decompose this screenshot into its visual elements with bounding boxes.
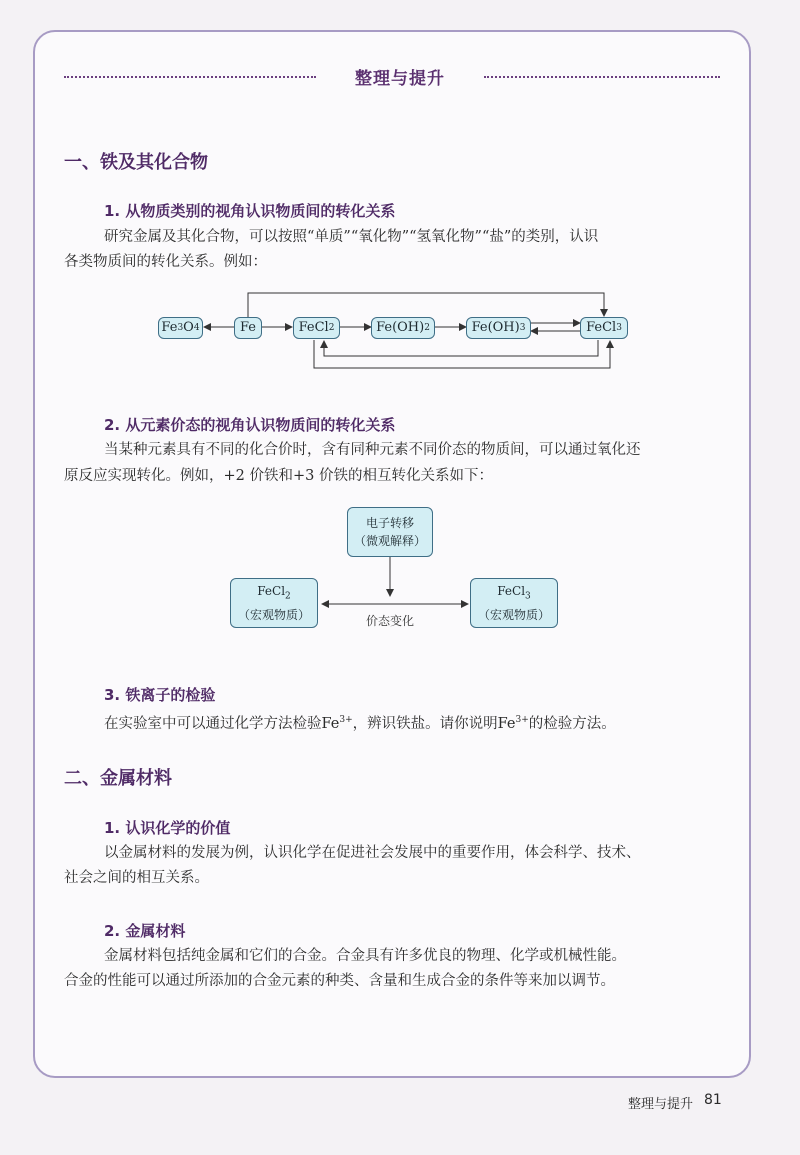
paragraph-category-line1: 研究金属及其化合物，可以按照“单质”“氧化物”“氢氧化物”“盐”的类别，认识	[104, 229, 599, 245]
subsection-title-metal-materials: 2. 金属材料	[104, 922, 186, 940]
footer-chapter-title: 整理与提升	[628, 1097, 694, 1112]
fecl2-sub: 2	[328, 323, 335, 333]
feoh3-sub: 3	[519, 323, 526, 333]
feoh2-sub: 2	[424, 323, 430, 333]
box-electron-transfer	[347, 507, 433, 557]
box-feoh3	[466, 317, 531, 339]
section-heading-metal-materials: 二、金属材料	[64, 768, 172, 789]
box-fecl2-macro	[230, 578, 318, 628]
section-heading-iron: 一、铁及其化合物	[64, 152, 208, 173]
paragraph-chemistry-value-line2: 社会之间的相互关系。	[64, 870, 209, 886]
fecl3-sub: 3	[616, 323, 622, 333]
box-fecl3-macro	[470, 578, 558, 628]
paragraph-chemistry-value-line1: 以金属材料的发展为例，认识化学在促进社会发展中的重要作用，体会科学、技术、	[104, 845, 641, 861]
electron-transfer-line2: （微观解释）	[353, 534, 426, 548]
fe3o4-sub2: 4	[193, 323, 200, 333]
fe3o4-sub1: 3	[177, 323, 184, 333]
fecl3-base: FeCl	[586, 320, 617, 335]
subsection-title-chemistry-value: 1. 认识化学的价值	[104, 819, 231, 837]
iron-ion-text-a: 在实验室中可以通过化学方法检验Fe	[104, 715, 340, 732]
fecl3-macro-label: （宏观物质）	[477, 607, 550, 622]
paragraph-iron-ion-test	[104, 708, 724, 737]
box-fe	[234, 317, 262, 339]
iron-ion-sup-b: 3+	[515, 715, 529, 725]
paragraph-metal-materials-line2: 合金的性能可以通过所添加的合金元素的种类、含量和生成合金的条件等来加以调节。	[64, 973, 615, 989]
box-fe3o4	[158, 317, 203, 339]
fecl2-macro-label: （宏观物质）	[237, 607, 310, 622]
fe3o4-mid: O	[183, 320, 194, 335]
electron-transfer-line1: 电子转移	[365, 516, 414, 530]
page-number: 81	[704, 1092, 722, 1108]
paragraph-metal-materials-line1: 金属材料包括纯金属和它们的合金。合金具有许多优良的物理、化学或机械性能。	[104, 948, 626, 964]
subsection-title-category: 1. 从物质类别的视角认识物质间的转化关系	[104, 202, 396, 220]
box-feoh2	[371, 317, 435, 339]
paragraph-valence-line2: 原反应实现转化。例如，+2 价铁和+3 价铁的相互转化关系如下：	[64, 468, 493, 484]
subsection-title-iron-ion-test: 3. 铁离子的检验	[104, 686, 216, 704]
valence-change-label: 价态变化	[366, 614, 415, 628]
box-fecl3	[580, 317, 628, 339]
fecl2-base: FeCl	[298, 320, 329, 335]
box-fecl2	[293, 317, 340, 339]
fecl2-macro-sub: 2	[285, 591, 291, 602]
fecl2-macro-base: FeCl	[257, 584, 286, 599]
arrow-fecl2-to-fecl3	[314, 340, 610, 368]
feoh2-base: Fe(OH)	[376, 320, 425, 335]
arrow-fe-to-fecl3	[248, 293, 604, 317]
paragraph-valence-line1: 当某种元素具有不同的化合价时，含有同种元素不同价态的物质间，可以通过氧化还	[104, 442, 641, 458]
fecl2-macro-formula	[257, 582, 291, 605]
iron-ion-sup-a: 3+	[339, 715, 353, 725]
arrow-fecl3-to-fecl2	[324, 340, 598, 356]
subsection-title-valence: 2. 从元素价态的视角认识物质间的转化关系	[104, 416, 396, 434]
fecl3-macro-sub: 3	[525, 591, 531, 602]
fecl3-macro-formula	[497, 582, 531, 605]
fecl3-macro-base: FeCl	[497, 584, 526, 599]
fe-label: Fe	[239, 320, 256, 335]
feoh3-base: Fe(OH)	[471, 320, 520, 335]
page-header-title: 整理与提升	[355, 69, 445, 89]
iron-ion-text-c: 的检验方法。	[528, 715, 616, 732]
fe3o4-base: Fe	[161, 320, 178, 335]
iron-ion-text-b: ，辨识铁盐。请你说明Fe	[352, 715, 516, 732]
paragraph-category-line2: 各类物质间的转化关系。例如：	[64, 254, 267, 270]
